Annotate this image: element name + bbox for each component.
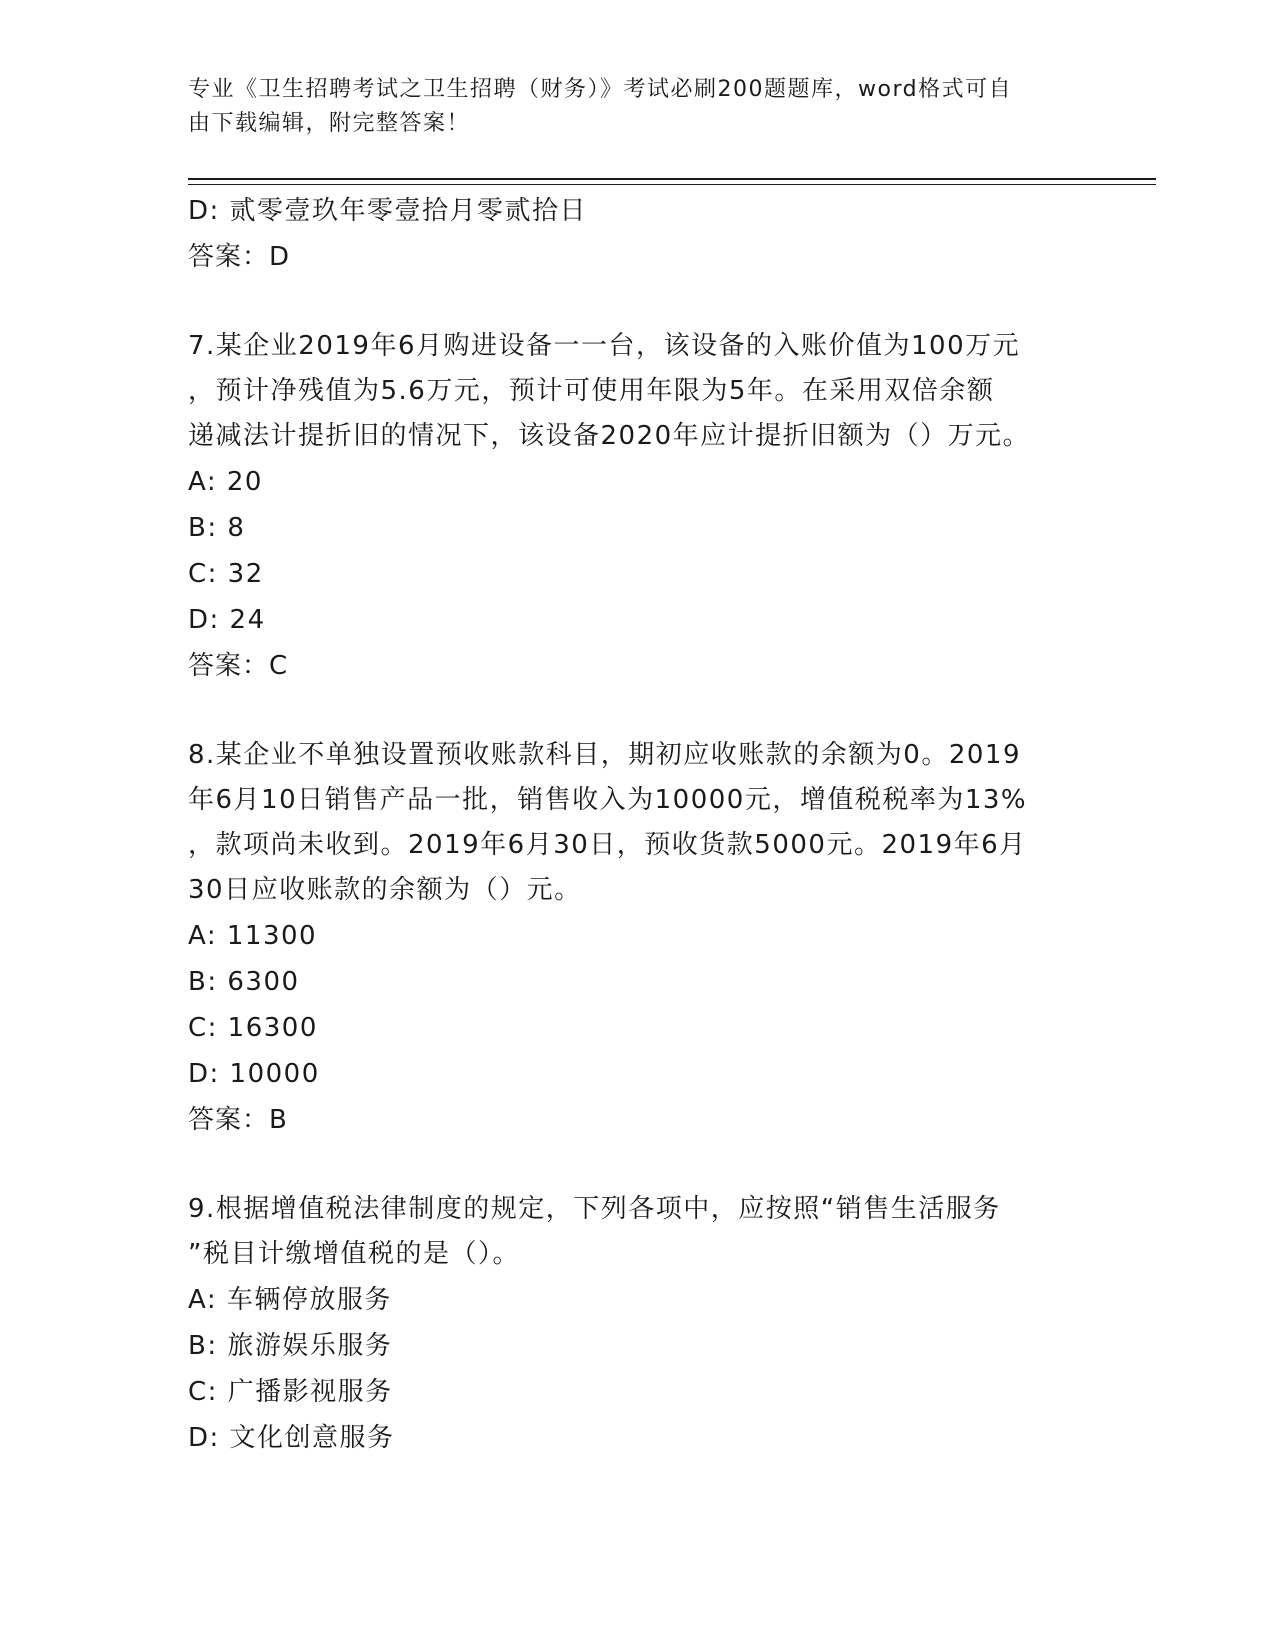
q8-stem-line-2: 年6月10日销售产品一批，销售收入为10000元，增值税税率为13%: [188, 785, 1028, 815]
q8-answer: 答案：B: [188, 1105, 288, 1135]
q8-option-d: D: 10000: [188, 1059, 320, 1089]
q9-option-a: A: 车辆停放服务: [188, 1285, 392, 1315]
q7-option-b: B: 8: [188, 513, 246, 543]
document-body: [188, 188, 1088, 1461]
q8-stem: [188, 733, 1088, 913]
q9-stem-line-1: 9.根据增值税法律制度的规定，下列各项中，应按照“销售生活服务: [188, 1194, 1001, 1224]
header-rule-thick: [188, 178, 1156, 180]
q9-option-b: B: 旅游娱乐服务: [188, 1331, 393, 1361]
q7-stem-line-1: 7.某企业2019年6月购进设备一一台，该设备的入账价值为100万元: [188, 331, 1021, 361]
q9-stem-line-2: ”税目计缴增值税的是（）。: [188, 1239, 520, 1269]
header-line-1: 专业《卫生招聘考试之卫生招聘（财务）》考试必刷200题题库，word格式可自: [188, 77, 1013, 102]
q8-option-a: A: 11300: [188, 921, 318, 951]
q7-stem-line-2: ，预计净残值为5.6万元，预计可使用年限为5年。在采用双倍余额: [188, 376, 995, 406]
q8-stem-line-3: ，款项尚未收到。2019年6月30日，预收货款5000元。2019年6月: [188, 830, 1027, 860]
q7-answer: 答案：C: [188, 651, 289, 681]
q7-stem-line-3: 递减法计提折旧的情况下，该设备2020年应计提折旧额为（）万元。: [188, 421, 1031, 451]
q7-stem: [188, 324, 1088, 459]
q8-option-c: C: 16300: [188, 1013, 318, 1043]
q7-option-a: A: 20: [188, 467, 263, 497]
q9-option-c: C: 广播影视服务: [188, 1377, 393, 1407]
q6-answer: 答案：D: [188, 242, 291, 272]
header-rule-thin: [188, 184, 1156, 185]
spacer: [188, 689, 1088, 733]
q6-option-d: D: 贰零壹玖年零壹拾月零贰拾日: [188, 196, 588, 226]
q8-stem-line-4: 30日应收账款的余额为（）元。: [188, 875, 582, 905]
q9-option-d: D: 文化创意服务: [188, 1423, 395, 1453]
q8-option-b: B: 6300: [188, 967, 300, 997]
spacer: [188, 1143, 1088, 1187]
page-header: [188, 73, 1068, 141]
q7-option-d: D: 24: [188, 605, 266, 635]
header-line-2: 由下载编辑，附完整答案！: [188, 111, 471, 136]
q9-stem: [188, 1187, 1088, 1277]
spacer: [188, 280, 1088, 324]
q7-option-c: C: 32: [188, 559, 264, 589]
q8-stem-line-1: 8.某企业不单独设置预收账款科目，期初应收账款的余额为0。2019: [188, 740, 1022, 770]
